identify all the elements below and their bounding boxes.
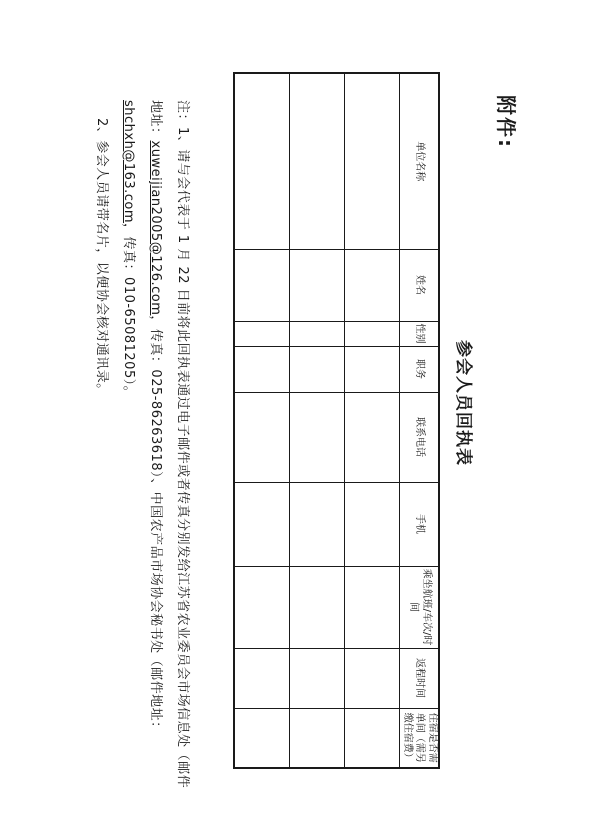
table-cell — [290, 482, 345, 566]
table-cell — [290, 73, 345, 249]
table-cell — [235, 392, 291, 482]
table-row — [290, 73, 345, 768]
header-single-room: 住宿是否需单间（需另缴住宿费） — [400, 708, 439, 768]
header-unit-name: 单位名称 — [400, 73, 439, 249]
header-gender: 性别 — [400, 321, 439, 346]
attachment-label: 附件: — [494, 95, 518, 149]
form-title: 参会人员回执表 — [453, 340, 473, 466]
notes-section — [88, 100, 196, 790]
table-cell — [290, 249, 345, 321]
header-name: 姓名 — [400, 249, 439, 321]
header-phone: 联系电话 — [400, 392, 439, 482]
note-2: 2、参会人员请带名片，以便协会核对通讯录。 — [94, 118, 109, 397]
note-1 — [115, 100, 196, 790]
reply-form-table — [234, 72, 441, 769]
table-cell — [290, 321, 345, 346]
table-cell — [290, 708, 345, 768]
note-1-text-fax: ，传真：025-86263618）、中国农产品市场协会秘书处（邮件地址： — [148, 315, 163, 735]
table-header-row — [400, 73, 439, 768]
table-row — [345, 73, 400, 768]
table-row — [235, 73, 291, 768]
note-1-text-end: ，传真：010-65081205）。 — [121, 223, 136, 400]
table-cell — [345, 321, 400, 346]
table-cell — [345, 73, 400, 249]
header-position: 职务 — [400, 346, 439, 392]
table-cell — [290, 346, 345, 392]
table-cell — [235, 708, 291, 768]
table-cell — [290, 392, 345, 482]
table-cell — [345, 708, 400, 768]
header-return-time: 返程时间 — [400, 648, 439, 708]
table-cell — [345, 482, 400, 566]
table-cell — [345, 392, 400, 482]
table-cell — [235, 566, 291, 648]
table-cell — [235, 321, 291, 346]
table-cell — [345, 648, 400, 708]
email-link-association[interactable]: shchxh@163.com — [121, 100, 136, 224]
table-cell — [345, 346, 400, 392]
table-cell — [235, 249, 291, 321]
email-link-jiangsu[interactable]: xuweijian2005@126.com — [148, 140, 163, 316]
header-flight-train: 乘坐航班/车次/时间 — [400, 566, 439, 648]
table-cell — [345, 566, 400, 648]
table-cell — [235, 648, 291, 708]
note-1-text: 注：1、请与会代表于 1 月 22 日前将此回执表通过电子邮件或者传真分别发给江苏省农业委员会市场信息处（邮件地址： — [148, 100, 190, 789]
table-cell — [290, 566, 345, 648]
table-cell — [290, 648, 345, 708]
table-cell — [235, 482, 291, 566]
table-cell — [345, 249, 400, 321]
table-cell — [235, 346, 291, 392]
header-mobile: 手机 — [400, 482, 439, 566]
table-cell — [235, 73, 291, 249]
